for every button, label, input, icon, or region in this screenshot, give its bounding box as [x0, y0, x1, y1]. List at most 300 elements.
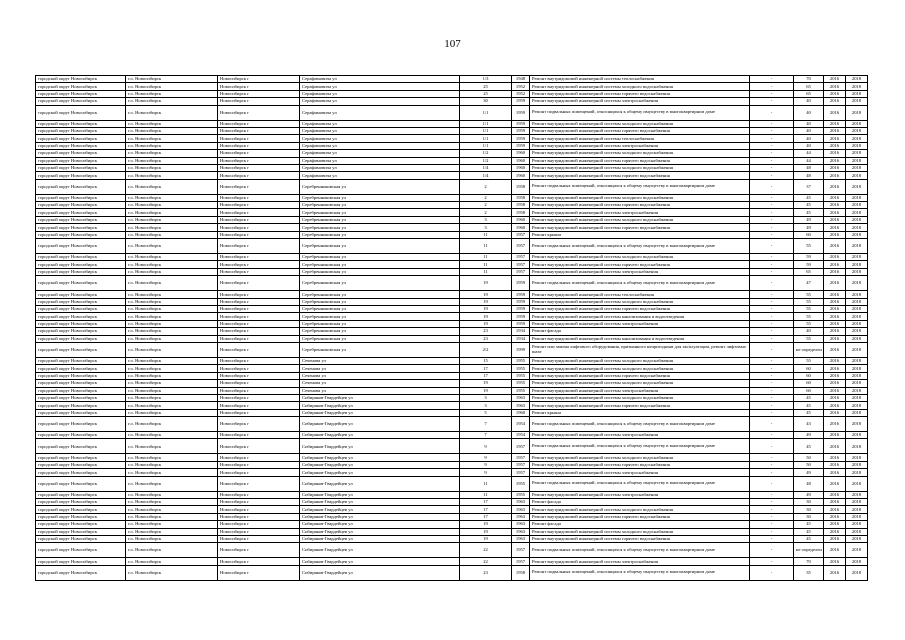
end-year-cell: 2018 — [846, 439, 868, 454]
wear-percent-cell: 55 — [794, 305, 824, 312]
wear-percent-cell: 45 — [794, 394, 824, 401]
wear-percent-cell: 55 — [794, 291, 824, 298]
wear-percent-cell: не определен — [794, 543, 824, 558]
build-year-cell: 1957 — [512, 439, 530, 454]
wear-percent-cell: 45 — [794, 528, 824, 535]
work-type-cell: Ремонт подвальных помещений, относящихся к общему имуществу в многоквартирном доме — [530, 417, 750, 432]
wear-percent-cell: 44 — [794, 150, 824, 157]
settlement-cell: г.о. Новосибирск — [126, 127, 218, 134]
end-year-cell: 2018 — [846, 513, 868, 520]
build-year-cell: 1959 — [512, 276, 530, 291]
dash-cell: - — [750, 135, 794, 142]
build-year-cell: 1957 — [512, 261, 530, 268]
street-cell: Сибиряков-Гвардейцев ул — [300, 565, 460, 580]
work-type-cell: Ремонт внутридомовой инженерной системы горячего водоснабжения — [530, 172, 750, 179]
dash-cell: - — [750, 76, 794, 83]
street-cell: Серебренниковская ул — [300, 342, 460, 357]
build-year-cell: 1959 — [512, 105, 530, 120]
locality-cell: Новосибирск г — [218, 298, 300, 305]
work-type-cell: Ремонт или замена лифтового оборудования, признанного непригодным для эксплуатации, ремонт лифтовых шахт — [530, 342, 750, 357]
table-row — [36, 157, 868, 164]
wear-percent-cell: 65 — [794, 90, 824, 97]
wear-percent-cell: 70 — [794, 76, 824, 83]
table-row — [36, 387, 868, 394]
start-year-cell: 2016 — [824, 164, 846, 171]
street-cell: Серебренниковская ул — [300, 328, 460, 335]
dash-cell: - — [750, 454, 794, 461]
settlement-cell: г.о. Новосибирск — [126, 179, 218, 194]
start-year-cell: 2016 — [824, 127, 846, 134]
start-year-cell: 2016 — [824, 402, 846, 409]
end-year-cell: 2018 — [846, 535, 868, 542]
house-number-cell: 3 — [460, 224, 512, 231]
end-year-cell: 2018 — [846, 90, 868, 97]
municipality-cell: городской округ Новосибирск — [36, 305, 126, 312]
wear-percent-cell: 40 — [794, 98, 824, 105]
start-year-cell: 2016 — [824, 394, 846, 401]
house-number-cell: 15 — [460, 357, 512, 364]
street-cell: Серафимовича ул — [300, 76, 460, 83]
wear-percent-cell: 70 — [794, 558, 824, 565]
start-year-cell: 2016 — [824, 90, 846, 97]
house-number-cell: 22 — [460, 543, 512, 558]
start-year-cell: 2016 — [824, 499, 846, 506]
wear-percent-cell: 60 — [794, 380, 824, 387]
dash-cell: - — [750, 513, 794, 520]
municipality-cell: городской округ Новосибирск — [36, 224, 126, 231]
street-cell: Сибиряков-Гвардейцев ул — [300, 454, 460, 461]
end-year-cell: 2018 — [846, 239, 868, 254]
end-year-cell: 2018 — [846, 476, 868, 491]
street-cell: Сибиряков-Гвардейцев ул — [300, 535, 460, 542]
wear-percent-cell: 49 — [794, 216, 824, 223]
start-year-cell: 2016 — [824, 535, 846, 542]
end-year-cell: 2018 — [846, 454, 868, 461]
build-year-cell: 1954 — [512, 417, 530, 432]
house-number-cell: 19 — [460, 387, 512, 394]
table-row — [36, 402, 868, 409]
locality-cell: Новосибирск г — [218, 328, 300, 335]
street-cell: Сибиряков-Гвардейцев ул — [300, 506, 460, 513]
wear-percent-cell: 45 — [794, 521, 824, 528]
street-cell: Сеченова ул — [300, 357, 460, 364]
street-cell: Сибиряков-Гвардейцев ул — [300, 558, 460, 565]
dash-cell: - — [750, 261, 794, 268]
work-type-cell: Ремонт внутридомовой инженерной системы холодного водоснабжения — [530, 506, 750, 513]
end-year-cell: 2018 — [846, 261, 868, 268]
settlement-cell: г.о. Новосибирск — [126, 491, 218, 498]
house-number-cell: 23 — [460, 565, 512, 580]
house-number-cell: 11 — [460, 491, 512, 498]
street-cell: Сибиряков-Гвардейцев ул — [300, 417, 460, 432]
locality-cell: Новосибирск г — [218, 105, 300, 120]
municipality-cell: городской округ Новосибирск — [36, 231, 126, 238]
house-number-cell: 2 — [460, 209, 512, 216]
work-type-cell: Ремонт внутридомовой инженерной системы теплоснабжения — [530, 76, 750, 83]
table-row — [36, 521, 868, 528]
work-type-cell: Ремонт внутридомовой инженерной системы холодного водоснабжения — [530, 164, 750, 171]
dash-cell: - — [750, 469, 794, 476]
locality-cell: Новосибирск г — [218, 291, 300, 298]
start-year-cell: 2016 — [824, 409, 846, 416]
dash-cell: - — [750, 209, 794, 216]
build-year-cell: 1955 — [512, 476, 530, 491]
locality-cell: Новосибирск г — [218, 194, 300, 201]
end-year-cell: 2018 — [846, 224, 868, 231]
settlement-cell: г.о. Новосибирск — [126, 357, 218, 364]
settlement-cell: г.о. Новосибирск — [126, 439, 218, 454]
wear-percent-cell: 48 — [794, 164, 824, 171]
start-year-cell: 2016 — [824, 231, 846, 238]
dash-cell: - — [750, 254, 794, 261]
locality-cell: Новосибирск г — [218, 164, 300, 171]
end-year-cell: 2018 — [846, 357, 868, 364]
table-row — [36, 461, 868, 468]
locality-cell: Новосибирск г — [218, 216, 300, 223]
build-year-cell: 1957 — [512, 454, 530, 461]
locality-cell: Новосибирск г — [218, 357, 300, 364]
municipality-cell: городской округ Новосибирск — [36, 342, 126, 357]
start-year-cell: 2016 — [824, 380, 846, 387]
work-type-cell: Ремонт внутридомовой инженерной системы теплоснабжения — [530, 135, 750, 142]
house-number-cell: 7 — [460, 417, 512, 432]
start-year-cell: 2016 — [824, 513, 846, 520]
street-cell: Серафимовича ул — [300, 172, 460, 179]
end-year-cell: 2018 — [846, 409, 868, 416]
locality-cell: Новосибирск г — [218, 120, 300, 127]
work-type-cell: Ремонт внутридомовой инженерной системы горячего водоснабжения — [530, 305, 750, 312]
locality-cell: Новосибирск г — [218, 380, 300, 387]
table-row — [36, 164, 868, 171]
street-cell: Серебренниковская ул — [300, 298, 460, 305]
street-cell: Серафимовича ул — [300, 142, 460, 149]
municipality-cell: городской округ Новосибирск — [36, 513, 126, 520]
settlement-cell: г.о. Новосибирск — [126, 105, 218, 120]
locality-cell: Новосибирск г — [218, 417, 300, 432]
locality-cell: Новосибирск г — [218, 98, 300, 105]
work-type-cell: Ремонт внутридомовой инженерной системы холодного водоснабжения — [530, 120, 750, 127]
work-type-cell: Ремонт внутридомовой инженерной системы горячего водоснабжения — [530, 372, 750, 379]
start-year-cell: 2016 — [824, 328, 846, 335]
street-cell: Сеченова ул — [300, 380, 460, 387]
municipality-cell: городской округ Новосибирск — [36, 135, 126, 142]
work-type-cell: Ремонт внутридомовой инженерной системы холодного водоснабжения — [530, 365, 750, 372]
start-year-cell: 2016 — [824, 179, 846, 194]
table-row — [36, 291, 868, 298]
house-number-cell: 11 — [460, 254, 512, 261]
house-number-cell: 19 — [460, 298, 512, 305]
locality-cell: Новосибирск г — [218, 202, 300, 209]
locality-cell: Новосибирск г — [218, 513, 300, 520]
settlement-cell: г.о. Новосибирск — [126, 135, 218, 142]
municipality-cell: городской округ Новосибирск — [36, 291, 126, 298]
settlement-cell: г.о. Новосибирск — [126, 402, 218, 409]
end-year-cell: 2018 — [846, 98, 868, 105]
end-year-cell: 2018 — [846, 328, 868, 335]
wear-percent-cell: 40 — [794, 120, 824, 127]
wear-percent-cell: 65 — [794, 268, 824, 275]
street-cell: Сибиряков-Гвардейцев ул — [300, 491, 460, 498]
work-type-cell: Ремонт внутридомовой инженерной системы горячего водоснабжения — [530, 127, 750, 134]
settlement-cell: г.о. Новосибирск — [126, 76, 218, 83]
build-year-cell: 1963 — [512, 402, 530, 409]
wear-percent-cell: 47 — [794, 276, 824, 291]
table-row — [36, 135, 868, 142]
municipality-cell: городской округ Новосибирск — [36, 268, 126, 275]
dash-cell: - — [750, 565, 794, 580]
settlement-cell: г.о. Новосибирск — [126, 380, 218, 387]
build-year-cell: 1960 — [512, 150, 530, 157]
dash-cell: - — [750, 387, 794, 394]
wear-percent-cell: 44 — [794, 157, 824, 164]
table-row — [36, 194, 868, 201]
street-cell: Серафимовича ул — [300, 164, 460, 171]
municipality-cell: городской округ Новосибирск — [36, 164, 126, 171]
start-year-cell: 2016 — [824, 142, 846, 149]
street-cell: Сеченова ул — [300, 372, 460, 379]
municipality-cell: городской округ Новосибирск — [36, 387, 126, 394]
table-row — [36, 476, 868, 491]
dash-cell: - — [750, 335, 794, 342]
wear-percent-cell: 45 — [794, 439, 824, 454]
municipality-cell: городской округ Новосибирск — [36, 528, 126, 535]
dash-cell: - — [750, 291, 794, 298]
build-year-cell: 1963 — [512, 528, 530, 535]
work-type-cell: Ремонт внутридомовой инженерной системы электроснабжения — [530, 320, 750, 327]
build-year-cell: 1959 — [512, 135, 530, 142]
work-type-cell: Ремонт внутридомовой инженерной системы электроснабжения — [530, 142, 750, 149]
build-year-cell: 1934 — [512, 328, 530, 335]
house-number-cell: 25 — [460, 90, 512, 97]
end-year-cell: 2018 — [846, 254, 868, 261]
house-number-cell: 19 — [460, 535, 512, 542]
house-number-cell: 19 — [460, 320, 512, 327]
street-cell: Серафимовича ул — [300, 120, 460, 127]
house-number-cell: 5 — [460, 409, 512, 416]
settlement-cell: г.о. Новосибирск — [126, 394, 218, 401]
dash-cell: - — [750, 105, 794, 120]
page-number: 107 — [444, 38, 461, 50]
wear-percent-cell: 40 — [794, 328, 824, 335]
locality-cell: Новосибирск г — [218, 209, 300, 216]
municipality-cell: городской округ Новосибирск — [36, 506, 126, 513]
house-number-cell: 23 — [460, 328, 512, 335]
build-year-cell: 1959 — [512, 98, 530, 105]
table-row — [36, 342, 868, 357]
start-year-cell: 2016 — [824, 261, 846, 268]
end-year-cell: 2018 — [846, 461, 868, 468]
work-type-cell: Ремонт крыши — [530, 409, 750, 416]
work-type-cell: Ремонт внутридомовой инженерной системы электроснабжения — [530, 432, 750, 439]
build-year-cell: 1963 — [512, 499, 530, 506]
build-year-cell: 1957 — [512, 543, 530, 558]
build-year-cell: 1954 — [512, 432, 530, 439]
locality-cell: Новосибирск г — [218, 565, 300, 580]
end-year-cell: 2018 — [846, 372, 868, 379]
municipality-cell: городской округ Новосибирск — [36, 157, 126, 164]
work-type-cell: Ремонт внутридомовой инженерной системы электроснабжения — [530, 387, 750, 394]
house-number-cell: 17 — [460, 365, 512, 372]
dash-cell: - — [750, 357, 794, 364]
end-year-cell: 2018 — [846, 268, 868, 275]
wear-percent-cell: 45 — [794, 535, 824, 542]
street-cell: Серафимовича ул — [300, 90, 460, 97]
dash-cell: - — [750, 179, 794, 194]
locality-cell: Новосибирск г — [218, 402, 300, 409]
street-cell: Серебренниковская ул — [300, 261, 460, 268]
dash-cell: - — [750, 409, 794, 416]
dash-cell: - — [750, 298, 794, 305]
end-year-cell: 2018 — [846, 194, 868, 201]
build-year-cell: 1955 — [512, 491, 530, 498]
build-year-cell: 1959 — [512, 120, 530, 127]
work-type-cell: Ремонт внутридомовой инженерной системы электроснабжения — [530, 491, 750, 498]
street-cell: Сибиряков-Гвардейцев ул — [300, 543, 460, 558]
table-row — [36, 231, 868, 238]
start-year-cell: 2016 — [824, 150, 846, 157]
dash-cell: - — [750, 439, 794, 454]
settlement-cell: г.о. Новосибирск — [126, 320, 218, 327]
build-year-cell: 1960 — [512, 409, 530, 416]
settlement-cell: г.о. Новосибирск — [126, 372, 218, 379]
municipality-cell: городской округ Новосибирск — [36, 313, 126, 320]
build-year-cell: 1963 — [512, 535, 530, 542]
settlement-cell: г.о. Новосибирск — [126, 535, 218, 542]
table-row — [36, 409, 868, 416]
start-year-cell: 2016 — [824, 135, 846, 142]
wear-percent-cell: 40 — [794, 135, 824, 142]
settlement-cell: г.о. Новосибирск — [126, 209, 218, 216]
wear-percent-cell: 45 — [794, 402, 824, 409]
municipality-cell: городской округ Новосибирск — [36, 209, 126, 216]
work-type-cell: Ремонт внутридомовой инженерной системы горячего водоснабжения — [530, 90, 750, 97]
work-type-cell: Ремонт внутридомовой инженерной системы канализования и водоотведения — [530, 335, 750, 342]
work-type-cell: Ремонт фасада — [530, 328, 750, 335]
municipality-cell: городской округ Новосибирск — [36, 335, 126, 342]
start-year-cell: 2016 — [824, 521, 846, 528]
street-cell: Серебренниковская ул — [300, 276, 460, 291]
table-row — [36, 506, 868, 513]
settlement-cell: г.о. Новосибирск — [126, 98, 218, 105]
start-year-cell: 2016 — [824, 194, 846, 201]
locality-cell: Новосибирск г — [218, 491, 300, 498]
municipality-cell: городской округ Новосибирск — [36, 328, 126, 335]
build-year-cell: 1960 — [512, 172, 530, 179]
municipality-cell: городской округ Новосибирск — [36, 461, 126, 468]
settlement-cell: г.о. Новосибирск — [126, 224, 218, 231]
house-number-cell: 17 — [460, 513, 512, 520]
start-year-cell: 2016 — [824, 172, 846, 179]
build-year-cell: 1999 — [512, 342, 530, 357]
dash-cell: - — [750, 202, 794, 209]
dash-cell: - — [750, 313, 794, 320]
table-row — [36, 372, 868, 379]
wear-percent-cell: 55 — [794, 239, 824, 254]
start-year-cell: 2016 — [824, 365, 846, 372]
house-number-cell: 2 — [460, 179, 512, 194]
municipality-cell: городской округ Новосибирск — [36, 365, 126, 372]
build-year-cell: 1955 — [512, 365, 530, 372]
house-number-cell: 23 — [460, 335, 512, 342]
table-row — [36, 469, 868, 476]
settlement-cell: г.о. Новосибирск — [126, 506, 218, 513]
house-number-cell: 1/1 — [460, 135, 512, 142]
table-row — [36, 565, 868, 580]
dash-cell: - — [750, 224, 794, 231]
municipality-cell: городской округ Новосибирск — [36, 172, 126, 179]
dash-cell: - — [750, 476, 794, 491]
settlement-cell: г.о. Новосибирск — [126, 202, 218, 209]
start-year-cell: 2016 — [824, 454, 846, 461]
settlement-cell: г.о. Новосибирск — [126, 172, 218, 179]
end-year-cell: 2018 — [846, 506, 868, 513]
street-cell: Сибиряков-Гвардейцев ул — [300, 476, 460, 491]
wear-percent-cell: 48 — [794, 172, 824, 179]
wear-percent-cell: 37 — [794, 179, 824, 194]
build-year-cell: 1960 — [512, 224, 530, 231]
build-year-cell: 1957 — [512, 558, 530, 565]
wear-percent-cell: 60 — [794, 372, 824, 379]
street-cell: Сибиряков-Гвардейцев ул — [300, 461, 460, 468]
start-year-cell: 2016 — [824, 417, 846, 432]
start-year-cell: 2016 — [824, 543, 846, 558]
table-row — [36, 394, 868, 401]
work-type-cell: Ремонт внутридомовой инженерной системы горячего водоснабжения — [530, 157, 750, 164]
locality-cell: Новосибирск г — [218, 439, 300, 454]
house-number-cell: 2 — [460, 202, 512, 209]
settlement-cell: г.о. Новосибирск — [126, 521, 218, 528]
municipality-cell: городской округ Новосибирск — [36, 357, 126, 364]
start-year-cell: 2016 — [824, 439, 846, 454]
dash-cell: - — [750, 150, 794, 157]
dash-cell: - — [750, 194, 794, 201]
table-row — [36, 535, 868, 542]
work-type-cell: Ремонт подвальных помещений, относящихся к общему имуществу в многоквартирном доме — [530, 565, 750, 580]
end-year-cell: 2018 — [846, 335, 868, 342]
wear-percent-cell: 45 — [794, 194, 824, 201]
locality-cell: Новосибирск г — [218, 387, 300, 394]
locality-cell: Новосибирск г — [218, 83, 300, 90]
locality-cell: Новосибирск г — [218, 142, 300, 149]
end-year-cell: 2018 — [846, 202, 868, 209]
end-year-cell: 2018 — [846, 164, 868, 171]
table-row — [36, 499, 868, 506]
build-year-cell: 1957 — [512, 231, 530, 238]
settlement-cell: г.о. Новосибирск — [126, 83, 218, 90]
municipality-cell: городской округ Новосибирск — [36, 558, 126, 565]
table-row — [36, 172, 868, 179]
start-year-cell: 2016 — [824, 335, 846, 342]
table-row — [36, 105, 868, 120]
table-row — [36, 365, 868, 372]
table-row — [36, 150, 868, 157]
table-row — [36, 305, 868, 312]
table-row — [36, 142, 868, 149]
end-year-cell: 2018 — [846, 387, 868, 394]
house-number-cell: 1/2 — [460, 157, 512, 164]
settlement-cell: г.о. Новосибирск — [126, 194, 218, 201]
municipality-cell: городской округ Новосибирск — [36, 105, 126, 120]
end-year-cell: 2018 — [846, 150, 868, 157]
municipality-cell: городской округ Новосибирск — [36, 476, 126, 491]
locality-cell: Новосибирск г — [218, 335, 300, 342]
municipality-cell: городской округ Новосибирск — [36, 417, 126, 432]
street-cell: Серафимовича ул — [300, 135, 460, 142]
table-row — [36, 543, 868, 558]
end-year-cell: 2018 — [846, 521, 868, 528]
work-type-cell: Ремонт внутридомовой инженерной системы горячего водоснабжения — [530, 535, 750, 542]
wear-percent-cell: 55 — [794, 320, 824, 327]
